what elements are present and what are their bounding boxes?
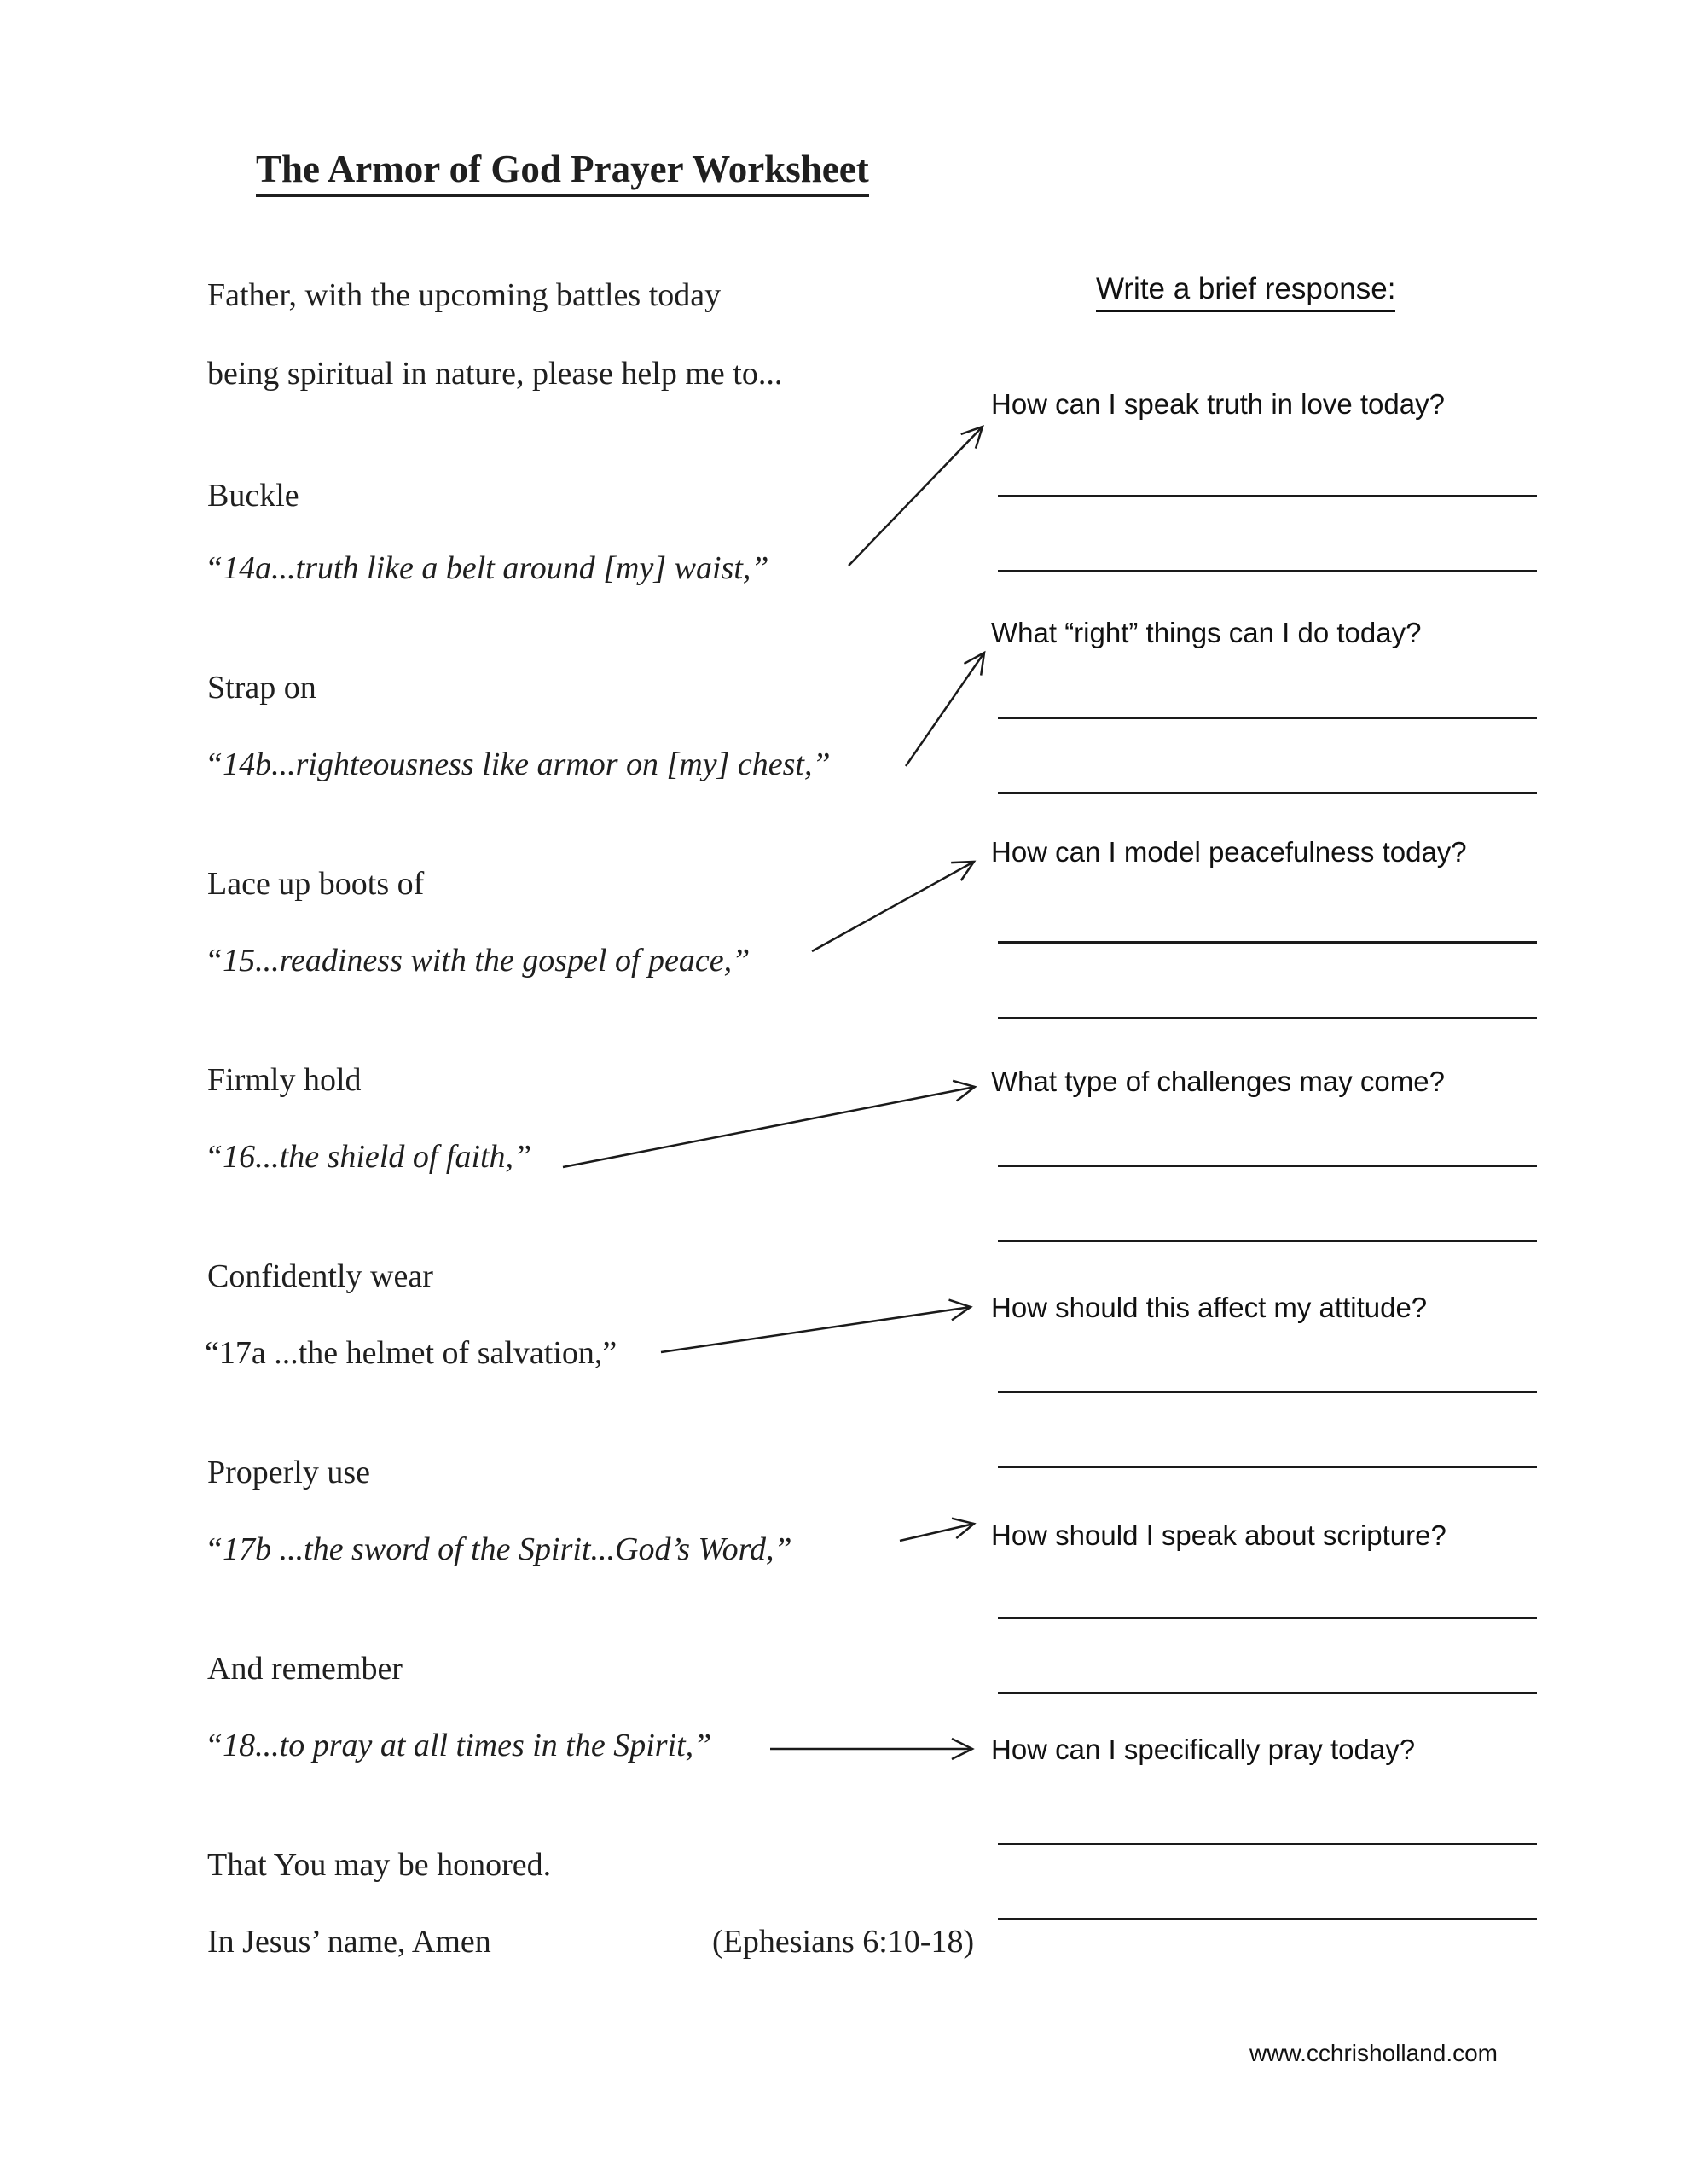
armor-label: Confidently wear [207, 1258, 433, 1294]
connector-arrow [661, 1307, 971, 1352]
scripture-quote: “14a...truth like a belt around [my] waist,” [205, 550, 769, 586]
scripture-quote: “17a ...the helmet of salvation,” [205, 1335, 617, 1371]
connector-arrow [812, 862, 974, 951]
response-column-header: Write a brief response: [1096, 272, 1395, 312]
armor-label: Firmly hold [207, 1062, 362, 1098]
scripture-quote: “18...to pray at all times in the Spirit,” [205, 1728, 712, 1763]
response-question: How should this affect my attitude? [991, 1292, 1428, 1323]
closing-line-2: In Jesus’ name, Amen [207, 1924, 491, 1960]
response-question: How should I speak about scripture? [991, 1519, 1446, 1551]
armor-label: Buckle [207, 478, 299, 514]
response-line [998, 1617, 1537, 1619]
page-title: The Armor of God Prayer Worksheet [256, 147, 869, 197]
armor-label: Properly use [207, 1455, 371, 1490]
armor-label: Strap on [207, 670, 316, 706]
scripture-quote: “17b ...the sword of the Spirit...God’s Word,” [205, 1531, 792, 1567]
connector-arrow [900, 1524, 974, 1541]
response-line [998, 792, 1537, 794]
response-question: What type of challenges may come? [991, 1066, 1445, 1097]
scripture-reference: (Ephesians 6:10-18) [712, 1924, 975, 1960]
armor-label: And remember [207, 1651, 403, 1687]
closing-line-1: That You may be honored. [207, 1847, 552, 1883]
scripture-quote: “14b...righteousness like armor on [my] chest,” [205, 746, 831, 782]
connector-arrow [849, 427, 983, 566]
intro-line-2: being spiritual in nature, please help me to... [207, 356, 783, 392]
response-question: What “right” things can I do today? [991, 617, 1422, 648]
connector-arrow [906, 653, 984, 766]
armor-label: Lace up boots of [207, 866, 425, 902]
response-question: How can I speak truth in love today? [991, 388, 1445, 420]
response-question: How can I model peacefulness today? [991, 836, 1467, 868]
response-line [998, 1165, 1537, 1167]
footer-url: www.cchrisholland.com [1249, 2040, 1498, 2066]
response-line [998, 1466, 1537, 1468]
response-line [998, 1843, 1537, 1845]
scripture-quote: “15...readiness with the gospel of peace,” [205, 943, 751, 979]
response-line [998, 1391, 1537, 1393]
response-line [998, 1918, 1537, 1920]
scripture-quote: “16...the shield of faith,” [205, 1139, 532, 1175]
response-question: How can I specifically pray today? [991, 1734, 1416, 1765]
response-line [998, 1017, 1537, 1019]
response-line [998, 941, 1537, 944]
response-line [998, 717, 1537, 719]
connector-arrow [563, 1087, 975, 1167]
intro-line-1: Father, with the upcoming battles today [207, 277, 722, 313]
response-line [998, 1240, 1537, 1242]
response-line [998, 1692, 1537, 1694]
response-line [998, 570, 1537, 572]
response-line [998, 495, 1537, 497]
